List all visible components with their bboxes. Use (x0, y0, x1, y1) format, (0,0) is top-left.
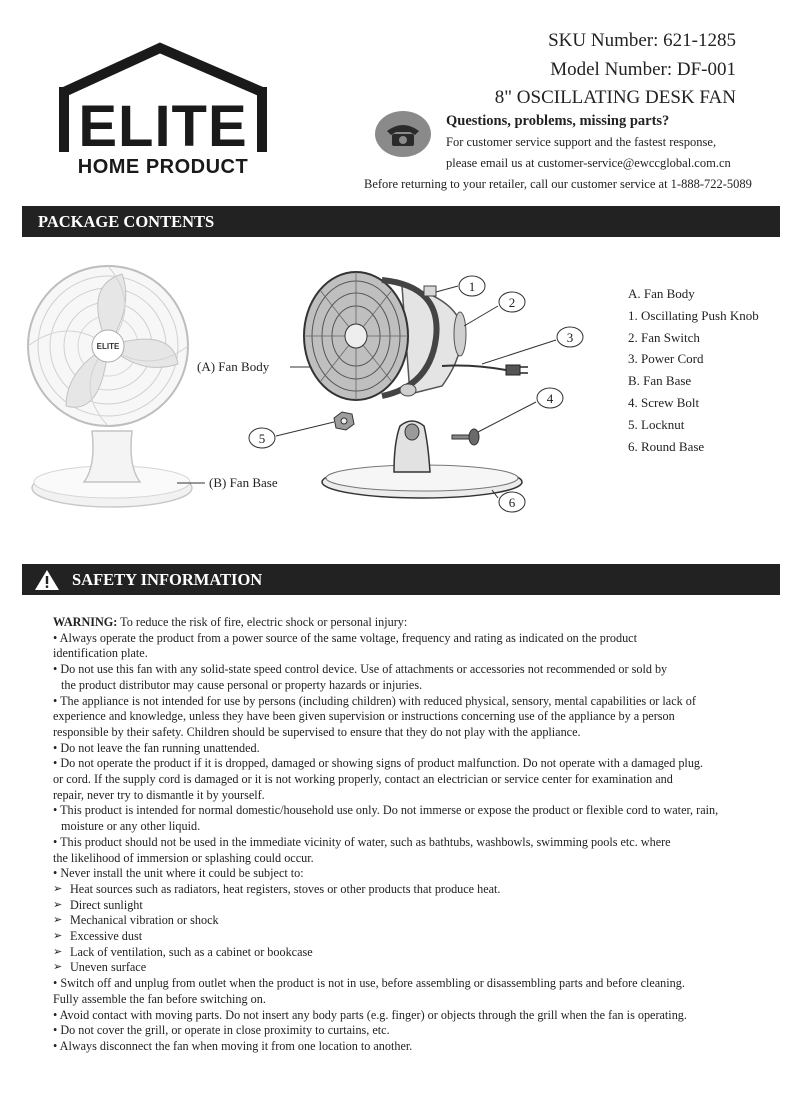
parts-list-item: 1. Oscillating Push Knob (628, 307, 759, 323)
safety-line: • Always disconnect the fan when moving it from one location to another. (53, 1038, 413, 1053)
arrow-bullet-icon: ➢ (53, 945, 63, 958)
fan-badge-text: ELITE (96, 342, 120, 351)
safety-line: • Do not use this fan with any solid-state speed control device. Use of attachments or accessories not recommended or sold by (53, 662, 668, 677)
phone-icon (374, 110, 432, 158)
hazard-text: Lack of ventilation, such as a cabinet or bookcase (70, 944, 313, 959)
safety-line: Fully assemble the fan before switching on. (53, 991, 266, 1006)
hazard-list-item (53, 898, 773, 914)
safety-line: • Do not leave the fan running unattended. (53, 740, 260, 755)
safety-text (53, 615, 773, 1055)
safety-information-title: SAFETY INFORMATION (72, 569, 263, 589)
callout-5-label: 5 (258, 431, 266, 446)
callout-2 (464, 292, 525, 326)
safety-line: the likelihood of immersion or splashing could occur. (53, 850, 314, 865)
arrow-bullet-icon: ➢ (53, 930, 63, 943)
help-heading: Questions, problems, missing parts? (446, 113, 670, 129)
safety-line: • Avoid contact with moving parts. Do not insert any body parts (e.g. finger) or objects through the grill when the fan is operating. (53, 1007, 687, 1022)
safety-line: the product distributor may cause personal or property hazards or injuries. (61, 677, 423, 692)
hazard-text: Excessive dust (70, 929, 143, 944)
assembled-fan-illustration (28, 266, 192, 507)
callout-3-label: 3 (566, 330, 574, 345)
safety-line: • This product should not be used in the immediate vicinity of water, such as bathtubs, washbowls, swimming pools etc. where (53, 834, 671, 849)
hazard-list-item (53, 929, 773, 945)
exploded-fan-body-illustration (304, 272, 528, 400)
safety-line: • Do not operate the product if it is dropped, damaged or showing signs of product malfunction. Do not operate with a damaged plug. (53, 756, 704, 771)
logo-subtitle: HOME PRODUCT (77, 156, 249, 178)
warning-triangle-icon (34, 569, 60, 591)
model-number: Model Number: DF-001 (550, 59, 736, 80)
logo-roof (64, 48, 262, 92)
help-phone-text: Before returning to your retailer, call our customer service at 1-888-722-5089 (364, 177, 752, 191)
arrow-bullet-icon: ➢ (53, 898, 63, 911)
hazard-list-item (53, 913, 773, 929)
fan-base-label: (B) Fan Base (209, 475, 278, 490)
help-support-text: For customer service support and the fastest response, (446, 135, 717, 149)
package-contents-title: PACKAGE CONTENTS (38, 211, 215, 231)
fan-body-label: (A) Fan Body (197, 359, 270, 374)
hazard-text: Uneven surface (70, 960, 147, 975)
safety-line: • Switch off and unplug from outlet when the product is not in use, before assembling or disassembling parts and before cleaning. (53, 976, 685, 991)
arrow-bullet-icon: ➢ (53, 961, 63, 974)
package-diagram (22, 246, 612, 546)
hazard-list-item (53, 960, 773, 976)
safety-line: responsible by their safety. Children should be supervised to ensure that they do not play with the appliance. (53, 724, 581, 739)
safety-line: experience and knowledge, unless they have been given supervision or instructions concerning use of the appliance by a person (53, 709, 675, 724)
parts-list-item: 2. Fan Switch (628, 329, 700, 345)
hazard-text: Direct sunlight (70, 897, 143, 912)
warning-label: WARNING: (53, 615, 118, 629)
safety-information-header (22, 564, 780, 595)
parts-list-item: 6. Round Base (628, 438, 705, 454)
product-name: 8" OSCILLATING DESK FAN (494, 87, 736, 108)
parts-list-item: B. Fan Base (628, 373, 692, 389)
hazard-text: Heat sources such as radiators, heat registers, stoves or other products that produce heat. (70, 881, 501, 896)
hazard-list-item (53, 882, 773, 898)
arrow-bullet-icon: ➢ (53, 882, 63, 895)
callout-1-label: 1 (468, 279, 476, 294)
safety-line: or cord. If the supply cord is damaged or it is not working properly, contact an electrician or service center for examination and (53, 772, 673, 787)
safety-line: • Do not cover the grill, or operate in close proximity to curtains, etc. (53, 1023, 390, 1038)
hazard-text: Mechanical vibration or shock (70, 913, 219, 928)
hazard-list-item (53, 945, 773, 961)
safety-line: • Always operate the product from a power source of the same voltage, frequency and rating as indicated on the product (53, 630, 637, 645)
warning-line (53, 615, 773, 631)
safety-line: • The appliance is not intended for use by persons (including children) with reduced physical, sensory, mental capabilities or lack of (53, 693, 696, 708)
help-email-text: please email us at customer-service@ewccglobal.com.cn (446, 156, 731, 170)
callout-4-label: 4 (546, 391, 554, 406)
callout-1 (436, 276, 485, 296)
parts-list-item: A. Fan Body (628, 286, 695, 301)
safety-line: repair, never try to dismantle it by yourself. (53, 787, 265, 802)
safety-line: identification plate. (53, 646, 148, 661)
safety-line: • This product is intended for normal domestic/household use only. Do not immerse or expose the product or flexible cord to water, rain, (53, 803, 719, 818)
callout-6-label: 6 (508, 495, 516, 510)
safety-line: • Never install the unit where it could be subject to: (53, 866, 304, 881)
logo-text: ELITE (78, 94, 248, 159)
package-contents-header (22, 206, 780, 237)
parts-list-item: 3. Power Cord (628, 351, 704, 367)
safety-line: moisture or any other liquid. (61, 819, 201, 834)
parts-list (628, 283, 759, 457)
warning-text: To reduce the risk of fire, electric shock or personal injury: (117, 615, 408, 629)
arrow-bullet-icon: ➢ (53, 914, 63, 927)
parts-list-item: 4. Screw Bolt (628, 394, 700, 410)
sku-number: SKU Number: 621-1285 (548, 30, 736, 51)
callout-2-label: 2 (508, 295, 516, 310)
parts-list-item: 5. Locknut (628, 416, 685, 432)
